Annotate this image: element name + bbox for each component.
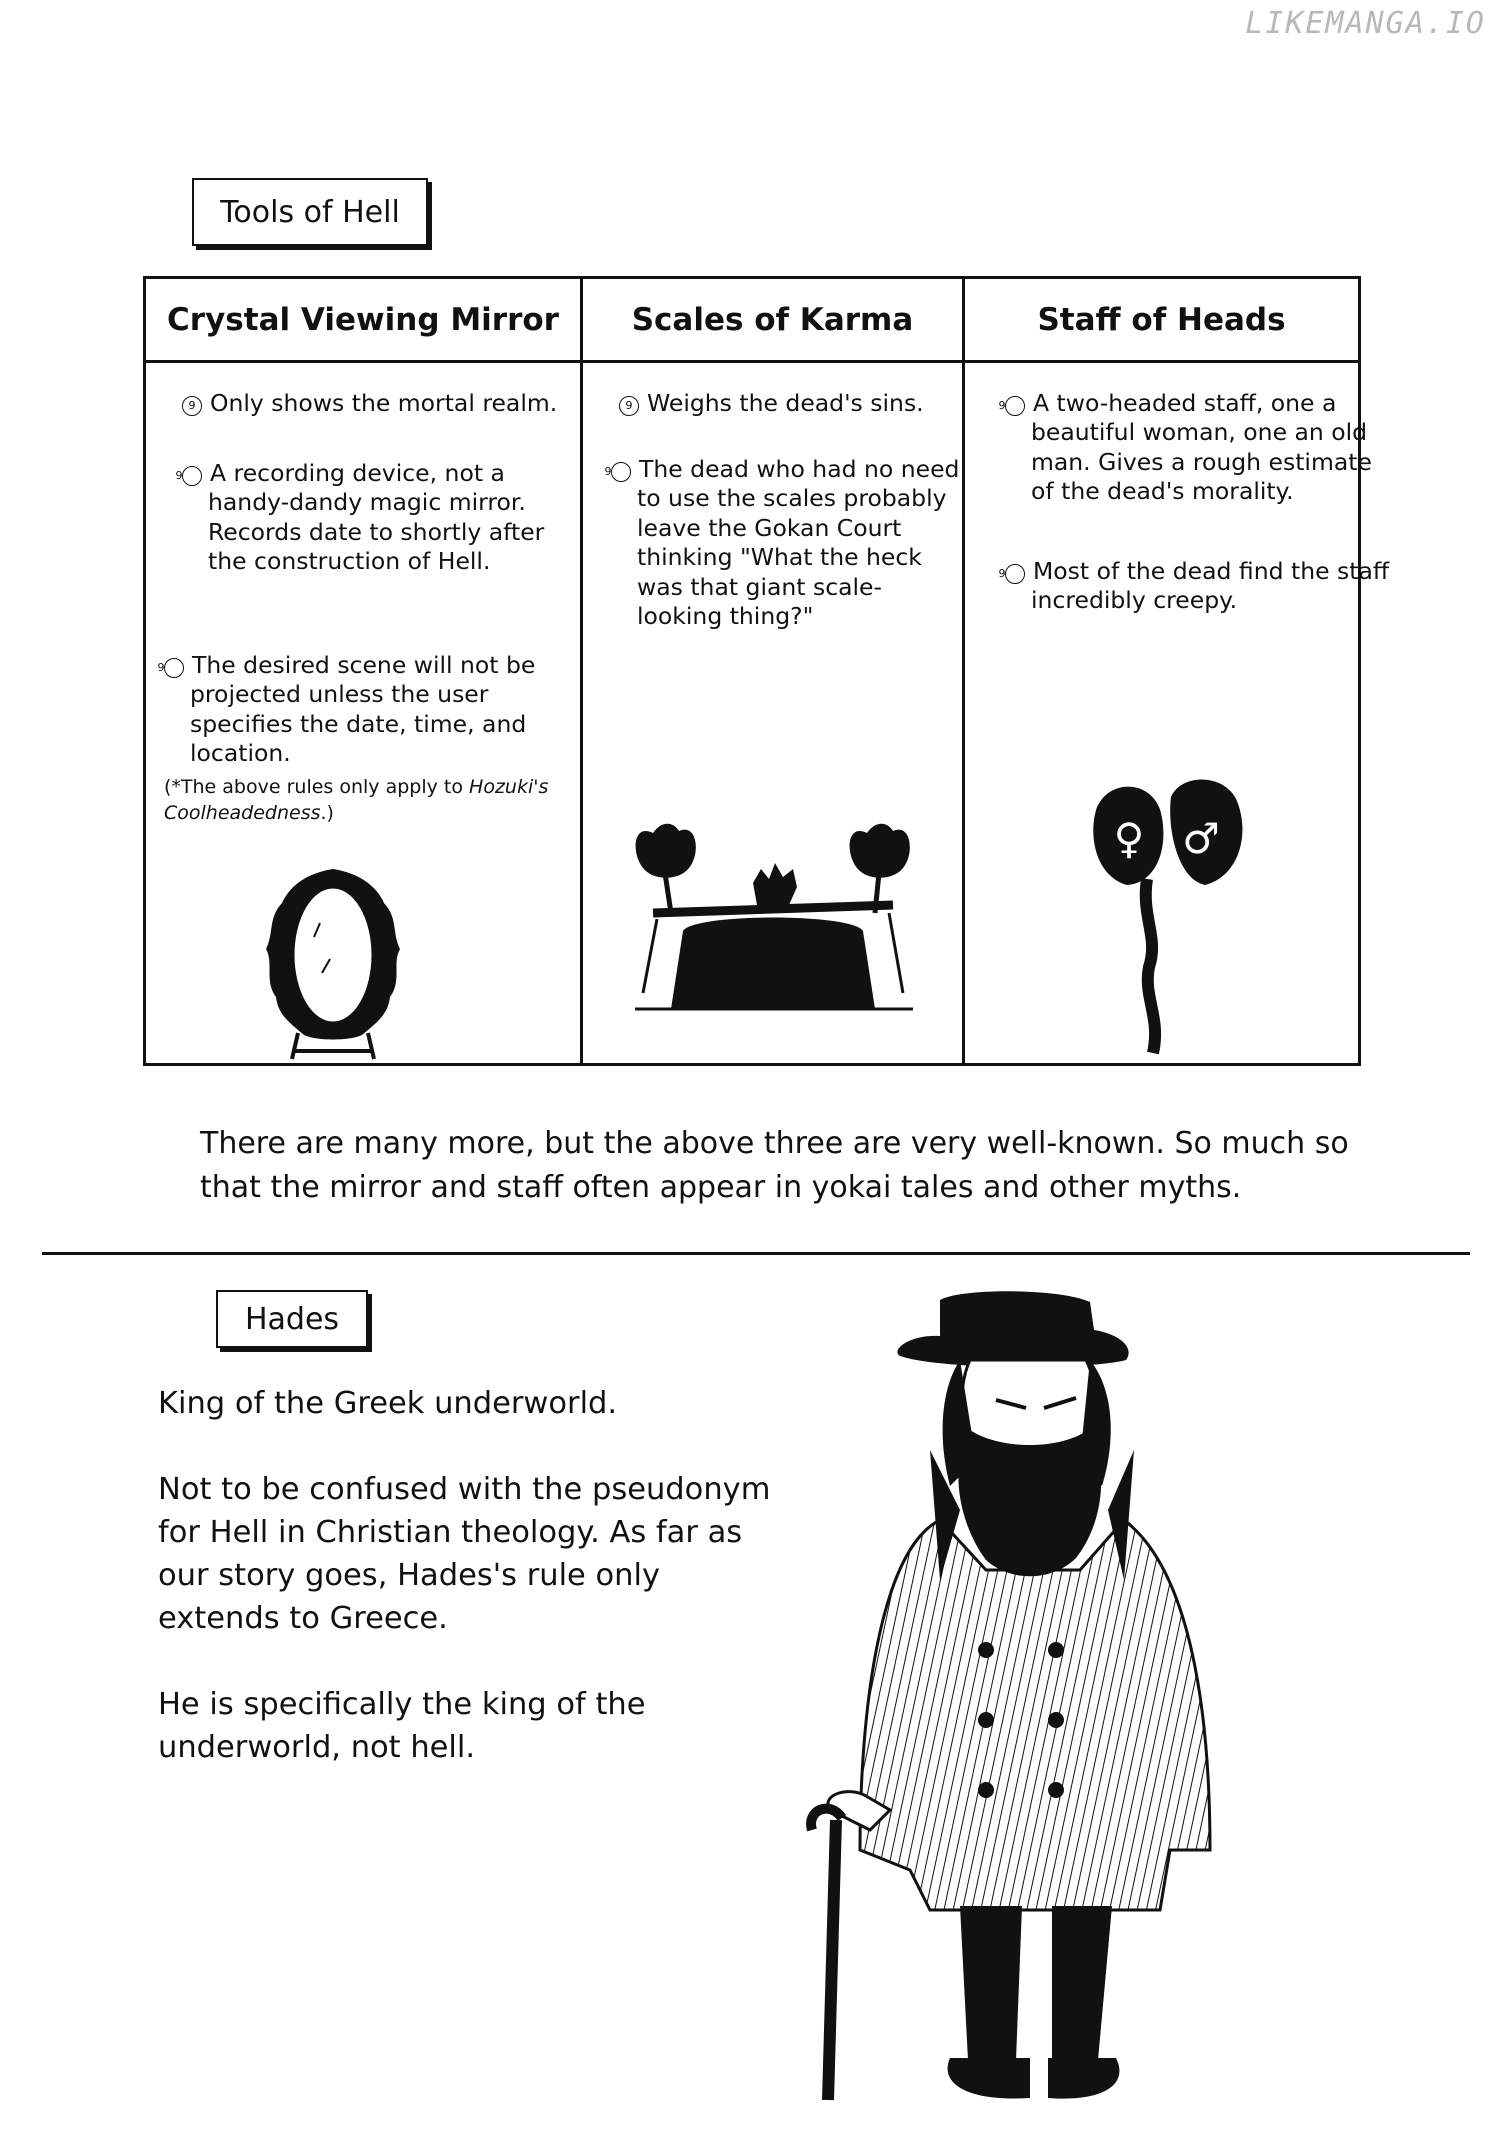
hades-label: Hades bbox=[216, 1290, 368, 1348]
hades-paragraph-3: He is specifically the king of the underworld, not hell. bbox=[158, 1687, 646, 1765]
hades-description bbox=[158, 1382, 778, 1812]
scales-note-2: 9 The dead who had no need to use the scales probably leave the Gokan Court thinking "What the heck was that giant scale-looking thing?" bbox=[604, 455, 960, 630]
staff-cell bbox=[962, 363, 1390, 1063]
scales-illustration bbox=[613, 813, 933, 1013]
scales-note-1: 9 Weighs the dead's sins. bbox=[619, 389, 959, 418]
header-staff-of-heads: Staff of Heads bbox=[962, 279, 1358, 363]
header-crystal-viewing-mirror: Crystal Viewing Mirror bbox=[146, 279, 580, 363]
mirror-cell bbox=[146, 363, 580, 1063]
staff-note-2: 9 Most of the dead find the staff incredibly creepy. bbox=[998, 557, 1390, 615]
bullet-icon: 9 bbox=[182, 396, 202, 416]
hades-illustration bbox=[790, 1290, 1250, 2110]
mirror-footnote: (*The above rules only apply to Hozuki's Coolheadedness.) bbox=[164, 776, 549, 824]
mirror-note-1: 9 Only shows the mortal realm. bbox=[182, 389, 562, 418]
bullet-icon: 9 bbox=[164, 658, 184, 678]
bullet-icon: 9 bbox=[1005, 396, 1025, 416]
staff-illustration bbox=[1077, 767, 1257, 1057]
female-symbol-icon: ♀ bbox=[1113, 814, 1145, 863]
staff-note-1: 9 A two-headed staff, one a beautiful woman, one an old man. Gives a rough estimate of the dead's morality. bbox=[998, 389, 1372, 506]
watermark: LIKEMANGA.IO bbox=[1245, 6, 1486, 41]
mirror-note-2: 9 A recording device, not a handy-dandy magic mirror. Records date to shortly after the construction of Hell. bbox=[175, 459, 545, 576]
bullet-icon: 9 bbox=[182, 466, 202, 486]
summary-text: There are many more, but the above three are very well-known. So much so that the mirror and staff often appear in yokai tales and other myths. bbox=[200, 1126, 1349, 1205]
bullet-icon: 9 bbox=[1005, 564, 1025, 584]
hades-paragraph-2: Not to be confused with the pseudonym for Hell in Christian theology. As far as our story goes, Hades's rule only extends to Greece. bbox=[158, 1472, 771, 1636]
tools-of-hell-label: Tools of Hell bbox=[192, 178, 428, 246]
tools-table bbox=[143, 276, 1390, 1066]
section-divider bbox=[42, 1252, 1470, 1255]
bullet-icon: 9 bbox=[611, 462, 631, 482]
bullet-icon: 9 bbox=[619, 396, 639, 416]
hades-paragraph-1: King of the Greek underworld. bbox=[158, 1386, 618, 1421]
scales-cell bbox=[580, 363, 962, 1063]
header-scales-of-karma: Scales of Karma bbox=[580, 279, 962, 363]
mirror-illustration bbox=[258, 863, 408, 1063]
male-symbol-icon: ♂ bbox=[1182, 814, 1220, 863]
mirror-note-3: 9 The desired scene will not be projected unless the user specifies the date, time, and location. bbox=[157, 651, 536, 768]
